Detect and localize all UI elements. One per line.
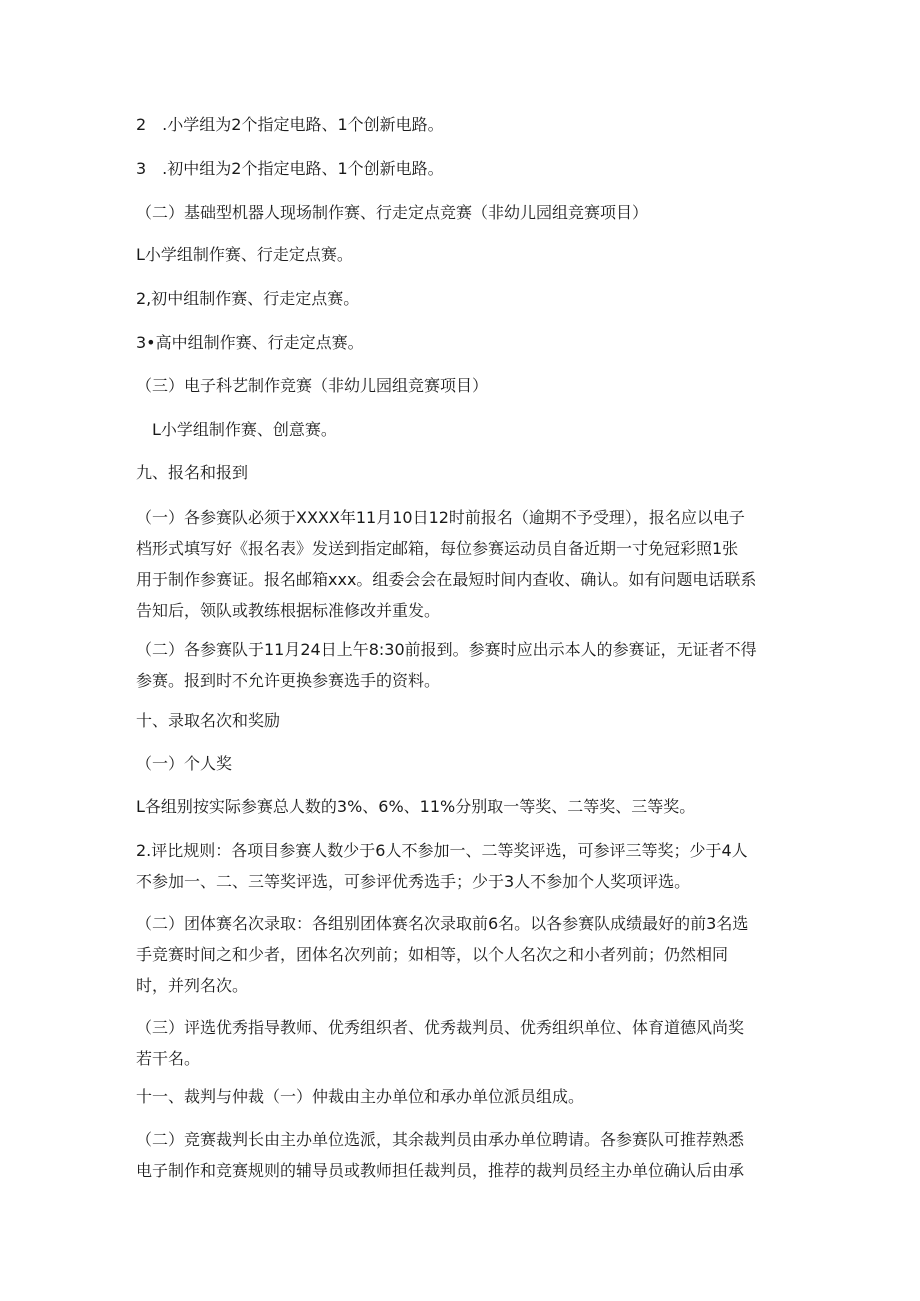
item-robot-primary: L小学组制作赛、行走定点赛。	[136, 245, 353, 264]
chapter-awards-heading: 十、录取名次和奖励	[136, 711, 281, 730]
paragraph-referee-selection	[136, 1124, 796, 1186]
paragraph-evaluation-rules	[136, 835, 796, 897]
item-robot-senior: 3•高中组制作赛、行走定点赛。	[136, 333, 364, 352]
section-individual-heading: （一）个人奖	[136, 754, 233, 773]
text-line: （三）评选优秀指导教师、优秀组织者、优秀裁判员、优秀组织单位、体育道德风尚奖	[136, 1018, 745, 1037]
text-line: 不参加一、二、三等奖评选，可参评优秀选手；少于3人不参加个人奖项评选。	[136, 872, 691, 891]
chapter-registration-heading: 九、报名和报到	[136, 463, 249, 482]
text-line: 若干名。	[136, 1049, 201, 1068]
paragraph-registration-deadline	[136, 502, 796, 626]
award-rule-percentages: L各组别按实际参赛总人数的3%、6%、11%分别取一等奖、二等奖、三等奖。	[136, 797, 696, 816]
text-line: 电子制作和竞赛规则的辅导员或教师担任裁判员，推荐的裁判员经主办单位确认后由承	[136, 1161, 745, 1180]
chapter-referee-heading: 十一、裁判与仲裁（一）仲裁由主办单位和承办单位派员组成。	[136, 1087, 585, 1106]
item-robot-junior: 2,初中组制作赛、行走定点赛。	[136, 289, 360, 308]
item-primary-circuits: 2 .小学组为2个指定电路、1个创新电路。	[136, 115, 444, 134]
item-electronics-primary: L小学组制作赛、创意赛。	[152, 420, 337, 439]
item-junior-circuits: 3 .初中组为2个指定电路、1个创新电路。	[136, 159, 444, 178]
text-line: 2.评比规则：各项目参赛人数少于6人不参加一、二等奖评选，可参评三等奖；少于4人	[136, 841, 748, 860]
text-line: （二）各参赛队于11月24日上午8:30前报到。参赛时应出示本人的参赛证，无证者不得	[136, 640, 757, 659]
text-line: （二）竞赛裁判长由主办单位选派，其余裁判员由承办单位聘请。各参赛队可推荐熟悉	[136, 1130, 745, 1149]
section-robot-heading: （二）基础型机器人现场制作赛、行走定点竞赛（非幼儿园组竞赛项目）	[136, 203, 649, 222]
text-line: 档形式填写好《报名表》发送到指定邮箱，每位参赛运动员自备近期一寸免冠彩照1张	[136, 539, 739, 558]
text-line: （二）团体赛名次录取：各组别团体赛名次录取前6名。以各参赛队成绩最好的前3名选	[136, 914, 749, 933]
paragraph-check-in	[136, 634, 796, 696]
text-line: （一）各参赛队必须于XXXX年11月10日12时前报名（逾期不予受理），报名应以电子	[136, 508, 745, 527]
text-line: 参赛。报到时不允许更换参赛选手的资料。	[136, 671, 441, 690]
text-line: 时，并列名次。	[136, 976, 249, 995]
section-electronics-heading: （三）电子科艺制作竞赛（非幼儿园组竞赛项目）	[136, 376, 489, 395]
text-line: 手竞赛时间之和少者，团体名次列前；如相等，以个人名次之和小者列前；仍然相同	[136, 945, 729, 964]
paragraph-excellence-awards	[136, 1012, 796, 1074]
paragraph-team-ranking	[136, 908, 796, 1001]
text-line: 告知后，领队或教练根据标准修改并重发。	[136, 601, 441, 620]
text-line: 用于制作参赛证。报名邮箱xxx。组委会会在最短时间内查收、确认。如有问题电话联系	[136, 570, 757, 589]
